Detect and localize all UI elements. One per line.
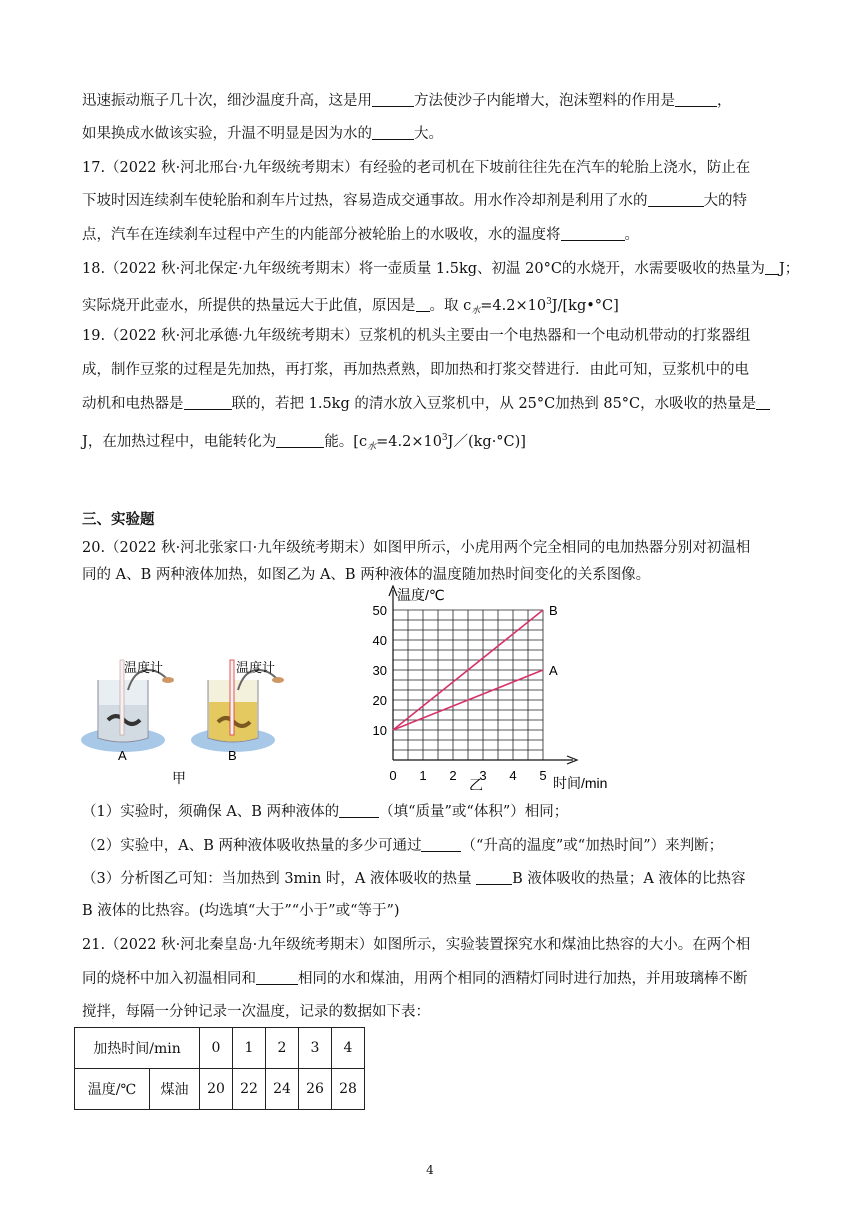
table-cell: 2 (266, 1028, 299, 1069)
superscript: 3 (546, 297, 552, 307)
answer-blank (372, 91, 414, 107)
table-cell: 20 (200, 1069, 233, 1110)
question-18-line (82, 259, 799, 279)
subscript: 水 (471, 306, 481, 316)
text-run: 大的特 (703, 193, 747, 209)
table-row-label: 温度/℃ (75, 1069, 150, 1110)
superscript: 3 (441, 433, 448, 443)
answer-blank (756, 394, 770, 410)
table-row-sublabel: 煤油 (149, 1069, 199, 1110)
table-cell: 4 (332, 1028, 365, 1069)
text-run: 。 (624, 227, 639, 243)
table-cell: 28 (332, 1069, 365, 1110)
text-run: （3）分析图乙可知：当加热到 3min 时，A 液体吸收的热量 (82, 871, 477, 887)
thermometer-label-a: 温度计 (124, 660, 164, 675)
text-run: （填“质量”或“体积”）相同； (379, 804, 569, 820)
text-line: 同的 A、B 两种液体加热，如图乙为 A、B 两种液体的温度随加热时间变化的关系图像。 (82, 567, 651, 583)
beaker-label-b: B (228, 748, 237, 763)
answer-blank (421, 836, 461, 852)
text-run: 方法使沙子内能增大，泡沫塑料的作用是 (414, 93, 675, 109)
text-line (82, 394, 770, 414)
text-run: J/[kg•°C] (551, 298, 619, 314)
answer-blank (648, 191, 704, 207)
y-axis-label: 温度/℃ (397, 587, 445, 603)
y-tick-label: 50 (372, 603, 387, 618)
text-run: J／(kg·°C)] (447, 434, 526, 450)
temperature-chart (360, 585, 630, 790)
table-cell: 24 (266, 1069, 299, 1110)
answer-blank (561, 225, 625, 241)
table-cell: 1 (233, 1028, 266, 1069)
text-run: （“升高的温度”或“加热时间”）来判断； (461, 838, 724, 854)
answer-blank (765, 259, 779, 275)
y-tick-label: 30 (372, 663, 387, 678)
text-run: 相同的水和煤油，用两个相同的酒精灯同时进行加热，并用玻璃棒不断 (298, 971, 748, 987)
text-run: 同的烧杯中加入初温相同和 (82, 971, 256, 987)
table-header-cell: 加热时间/min (75, 1028, 200, 1069)
text-run: J； (778, 261, 800, 277)
text-line (82, 191, 747, 211)
answer-blank (416, 296, 430, 312)
text-line (82, 802, 568, 822)
text-line (82, 969, 748, 989)
x-axis-label: 时间/min (553, 775, 608, 790)
text-line (82, 428, 526, 457)
text-line: B 液体的比热容。(均选填“大于”“小于”或“等于”) (82, 903, 400, 919)
answer-blank (675, 91, 717, 107)
data-table (74, 1027, 365, 1110)
chart-grid (393, 610, 543, 760)
text-line (82, 225, 639, 245)
text-line (82, 124, 443, 144)
answer-blank (339, 802, 379, 818)
text-run: =4.2×10 (376, 434, 442, 450)
text-run: 18.（2022 秋·河北保定·九年级统考期末）将一壶质量 1.5kg、初温 20°C的水烧开，水需要吸收的热量为 (82, 261, 765, 277)
series-label-a: A (549, 663, 558, 678)
beaker-figure (78, 650, 308, 790)
answer-blank (476, 869, 512, 885)
text-run: 下坡时因连续刹车使轮胎和刹车片过热，容易造成交通事故。用水作冷却剂是利用了水的 (82, 193, 648, 209)
text-run: （2）实验中，A、B 两种液体吸收热量的多少可通过 (82, 838, 422, 854)
text-run: B 液体吸收的热量；A 液体的比热容 (512, 871, 746, 887)
y-tick-label: 10 (372, 723, 387, 738)
question-17-line: 17.（2022 秋·河北邢台·九年级统考期末）有经验的老司机在下坡前往往先在汽车的轮胎上浇水，防止在 (82, 160, 751, 176)
question-19-line: 19.（2022 秋·河北承德·九年级统考期末）豆浆机的机头主要由一个电热器和一个电动机带动的打浆器组 (82, 328, 751, 344)
table-cell: 3 (299, 1028, 332, 1069)
text-line (82, 869, 745, 889)
text-line: 搅拌，每隔一分钟记录一次温度，记录的数据如下表： (82, 1004, 430, 1020)
table-row (75, 1028, 365, 1069)
x-tick-label: 1 (419, 768, 427, 783)
text-line (82, 836, 723, 856)
text-run: 实际烧开此壶水，所提供的热量远大于此值，原因是 (82, 298, 416, 314)
text-run: J，在加热过程中，电能转化为 (82, 434, 277, 450)
answer-blank (256, 969, 298, 985)
text-run: 点，汽车在连续刹车过程中产生的内能部分被轮胎上的水吸收，水的温度将 (82, 227, 561, 243)
text-run: =4.2×10 (480, 298, 547, 314)
text-run: 联的，若把 1.5kg 的清水放入豆浆机中，从 25°C加热到 85°C，水吸收的热量是 (231, 396, 757, 412)
question-20-line: 20.（2022 秋·河北张家口·九年级统考期末）如图甲所示，小虎用两个完全相同的电加热器分别对初温相 (82, 540, 751, 556)
figure-caption-jia: 甲 (172, 770, 186, 786)
x-tick-label: 5 (539, 768, 547, 783)
text-run: 动机和电热器是 (82, 396, 184, 412)
x-tick-label: 0 (389, 768, 397, 783)
answer-blank (276, 432, 324, 448)
x-tick-label: 4 (509, 768, 517, 783)
page-number: 4 (426, 1163, 434, 1177)
text-run: 能。[c (324, 434, 368, 450)
series-label-b: B (549, 603, 558, 618)
text-run: 大。 (414, 126, 443, 142)
subscript: 水 (367, 442, 377, 452)
y-tick-label: 40 (372, 633, 387, 648)
answer-blank (184, 394, 232, 410)
text-line (82, 91, 732, 111)
x-tick-label: 3 (479, 768, 487, 783)
text-run: 。取 c (429, 298, 472, 314)
thermometer-label-b: 温度计 (236, 660, 276, 675)
y-tick-label: 20 (372, 693, 387, 708)
table-row (75, 1069, 365, 1110)
text-run: （1）实验时，须确保 A、B 两种液体的 (82, 804, 340, 820)
figure-caption-yi: 乙 (469, 777, 483, 790)
table-cell: 26 (299, 1069, 332, 1110)
text-run: 如果换成水做该实验，升温不明显是因为水的 (82, 126, 372, 142)
answer-blank (372, 124, 414, 140)
beaker-label-a: A (118, 748, 127, 763)
x-tick-label: 2 (449, 768, 457, 783)
table-cell: 0 (200, 1028, 233, 1069)
text-run: 迅速振动瓶子几十次，细沙温度升高，这是用 (82, 93, 372, 109)
text-line: 成，制作豆浆的过程是先加热，再打浆，再加热煮熟，即加热和打浆交替进行．由此可知，豆浆机中的电 (82, 362, 749, 378)
chart-lines (393, 603, 558, 730)
question-21-line: 21.（2022 秋·河北秦皇岛·九年级统考期末）如图所示，实验装置探究水和煤油比热容的大小。在两个相 (82, 937, 751, 953)
text-line (82, 292, 619, 321)
text-run: ， (717, 93, 732, 109)
section-heading: 三、实验题 (82, 511, 155, 528)
table-cell: 22 (233, 1069, 266, 1110)
